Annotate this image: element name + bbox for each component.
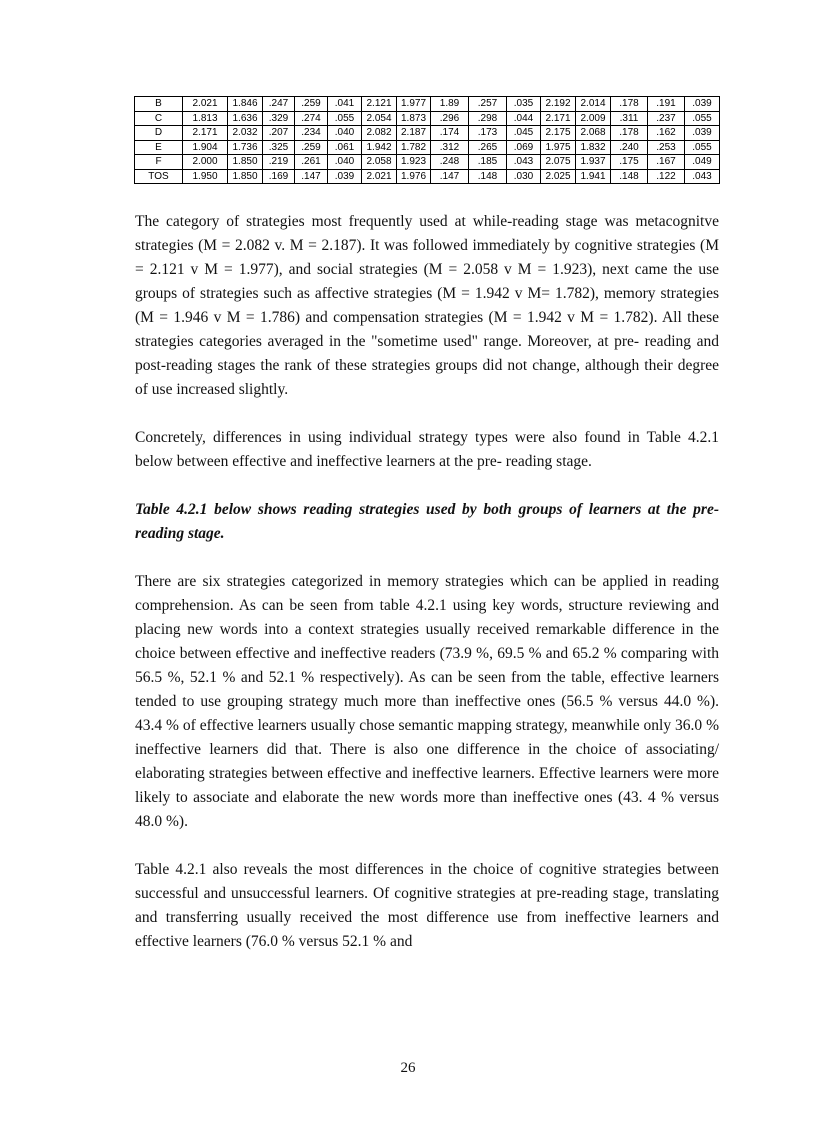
table-cell: .185 (469, 155, 507, 170)
table-cell: 1.977 (397, 97, 431, 112)
table-cell: 2.171 (183, 126, 228, 141)
table-cell: 2.171 (541, 111, 576, 126)
table-cell: .147 (295, 169, 328, 184)
table-row (135, 140, 720, 155)
table-cell: .044 (507, 111, 541, 126)
table-cell: .257 (469, 97, 507, 112)
row-label-cell: D (135, 126, 183, 141)
table-cell: 1.904 (183, 140, 228, 155)
table-cell: 2.187 (397, 126, 431, 141)
table-cell: 2.121 (362, 97, 397, 112)
table-cell: .055 (685, 111, 720, 126)
table-cell: .247 (263, 97, 295, 112)
table-cell: .167 (648, 155, 685, 170)
table-cell: .207 (263, 126, 295, 141)
table-cell: 1.782 (397, 140, 431, 155)
table-cell: .259 (295, 140, 328, 155)
table-cell: .178 (611, 126, 648, 141)
table-cell: 1.846 (228, 97, 263, 112)
table-cell: .169 (263, 169, 295, 184)
table-cell: .148 (469, 169, 507, 184)
body-text (135, 210, 719, 954)
table-row (135, 169, 720, 184)
table-cell: 2.058 (362, 155, 397, 170)
row-label-cell: TOS (135, 169, 183, 184)
row-label-cell: E (135, 140, 183, 155)
table-cell: .041 (328, 97, 362, 112)
table-cell: .043 (507, 155, 541, 170)
table-cell: .122 (648, 169, 685, 184)
table-row (135, 155, 720, 170)
table-cell: .265 (469, 140, 507, 155)
table-cell: .045 (507, 126, 541, 141)
table-cell: .261 (295, 155, 328, 170)
table-cell: 1.923 (397, 155, 431, 170)
table-cell: 1.975 (541, 140, 576, 155)
table-cell: 1.736 (228, 140, 263, 155)
table-cell: 1.850 (228, 169, 263, 184)
table-cell: 1.832 (576, 140, 611, 155)
table-cell: 2.021 (362, 169, 397, 184)
table-cell: .039 (685, 97, 720, 112)
page-number: 26 (400, 1060, 416, 1076)
table-cell: 2.075 (541, 155, 576, 170)
table-cell: .039 (328, 169, 362, 184)
table-cell: 2.054 (362, 111, 397, 126)
table-cell: 1.873 (397, 111, 431, 126)
table-cell: .162 (648, 126, 685, 141)
table-cell: 1.89 (431, 97, 469, 112)
table-cell: 2.175 (541, 126, 576, 141)
table-cell: .253 (648, 140, 685, 155)
table-cell: .039 (685, 126, 720, 141)
table-row (135, 126, 720, 141)
table-cell: .191 (648, 97, 685, 112)
table-cell: .040 (328, 155, 362, 170)
paragraph-differences: Concretely, differences in using individual strategy types were also found in Table 4.2.1 below between effective and ineffective learners at the pre- reading stage. (135, 429, 719, 470)
table-row (135, 111, 720, 126)
table-cell: .030 (507, 169, 541, 184)
table-cell: .240 (611, 140, 648, 155)
table-cell: 1.850 (228, 155, 263, 170)
table-cell: .148 (611, 169, 648, 184)
table-cell: .055 (685, 140, 720, 155)
row-label-cell: C (135, 111, 183, 126)
table-cell: 1.941 (576, 169, 611, 184)
table-cell: 2.021 (183, 97, 228, 112)
table-cell: 1.813 (183, 111, 228, 126)
table-cell: .296 (431, 111, 469, 126)
row-label-cell: B (135, 97, 183, 112)
table-cell: 2.025 (541, 169, 576, 184)
table-cell: .329 (263, 111, 295, 126)
table-cell: .040 (328, 126, 362, 141)
table-cell: 1.942 (362, 140, 397, 155)
table-cell: .219 (263, 155, 295, 170)
table-cell: .055 (328, 111, 362, 126)
table-cell: .035 (507, 97, 541, 112)
table-cell: .173 (469, 126, 507, 141)
table-cell: .178 (611, 97, 648, 112)
table-cell: .061 (328, 140, 362, 155)
table-body (135, 97, 720, 184)
row-label-cell: F (135, 155, 183, 170)
paragraph-memory-strategies: There are six strategies categorized in memory strategies which can be applied in reading comprehension. As can be seen from table 4.2.1 using key words, structure reviewing and placing new words into a context strategies usually received remarkable difference in the choice between effective and ineffective readers (73.9 %, 69.5 % and 65.2 % comparing with 56.5 %, 52.1 % and 52.1 % respectively). As can be seen from the table, effective learners tended to use grouping strategy much more than ineffective ones (56.5 % versus 44.0 %). 43.4 % of effective learners usually chose semantic mapping strategy, meanwhile only 36.0 % ineffective learners did that. There is also one difference in the choice of associating/ elaborating strategies between effective and ineffective learners. Effective learners were more likely to associate and elaborate the new words more than ineffective ones (43. 4 % versus 48.0 %). (135, 573, 719, 830)
strategy-means-table (134, 96, 720, 184)
table-cell: .147 (431, 169, 469, 184)
table-cell: 1.950 (183, 169, 228, 184)
table-cell: .049 (685, 155, 720, 170)
table-cell: .175 (611, 155, 648, 170)
table-cell: .237 (648, 111, 685, 126)
table-cell: .311 (611, 111, 648, 126)
table-caption: Table 4.2.1 below shows reading strategies used by both groups of learners at the pre-reading stage. (135, 501, 719, 542)
table-cell: .312 (431, 140, 469, 155)
table-cell: 1.976 (397, 169, 431, 184)
table-cell: 2.009 (576, 111, 611, 126)
table-cell: 2.082 (362, 126, 397, 141)
table-cell: 2.000 (183, 155, 228, 170)
table-cell: .234 (295, 126, 328, 141)
table-cell: .274 (295, 111, 328, 126)
table-cell: 2.032 (228, 126, 263, 141)
table-cell: .325 (263, 140, 295, 155)
table-cell: 2.068 (576, 126, 611, 141)
table-cell: .298 (469, 111, 507, 126)
table-cell: 1.636 (228, 111, 263, 126)
paragraph-strategy-ranking: The category of strategies most frequently used at while-reading stage was metacognitve strategies (M = 2.082 v. M = 2.187). It was followed immediately by cognitive strategies (M = 2.121 v M = 1.977), and social strategies (M = 2.058 v M = 1.923), next came the use groups of strategies such as affective strategies (M = 1.942 v M= 1.782), memory strategies (M = 1.946 v M = 1.786) and compensation strategies (M = 1.942 v M = 1.782). All these strategies categories averaged in the "sometime used" range. Moreover, at pre- reading and post-reading stages the rank of these strategies groups did not change, although their degree of use increased slightly. (135, 213, 719, 398)
table-cell: .248 (431, 155, 469, 170)
paragraph-cognitive-strategies: Table 4.2.1 also reveals the most differences in the choice of cognitive strategies between successful and unsuccessful learners. Of cognitive strategies at pre-reading stage, translating and transferring usually received the most difference use from ineffective learners and effective learners (76.0 % versus 52.1 % and (135, 861, 719, 950)
table-row (135, 97, 720, 112)
table-cell: .259 (295, 97, 328, 112)
table-cell: .069 (507, 140, 541, 155)
table-cell: .174 (431, 126, 469, 141)
table-cell: 1.937 (576, 155, 611, 170)
table-cell: 2.192 (541, 97, 576, 112)
table-cell: 2.014 (576, 97, 611, 112)
table-cell: .043 (685, 169, 720, 184)
